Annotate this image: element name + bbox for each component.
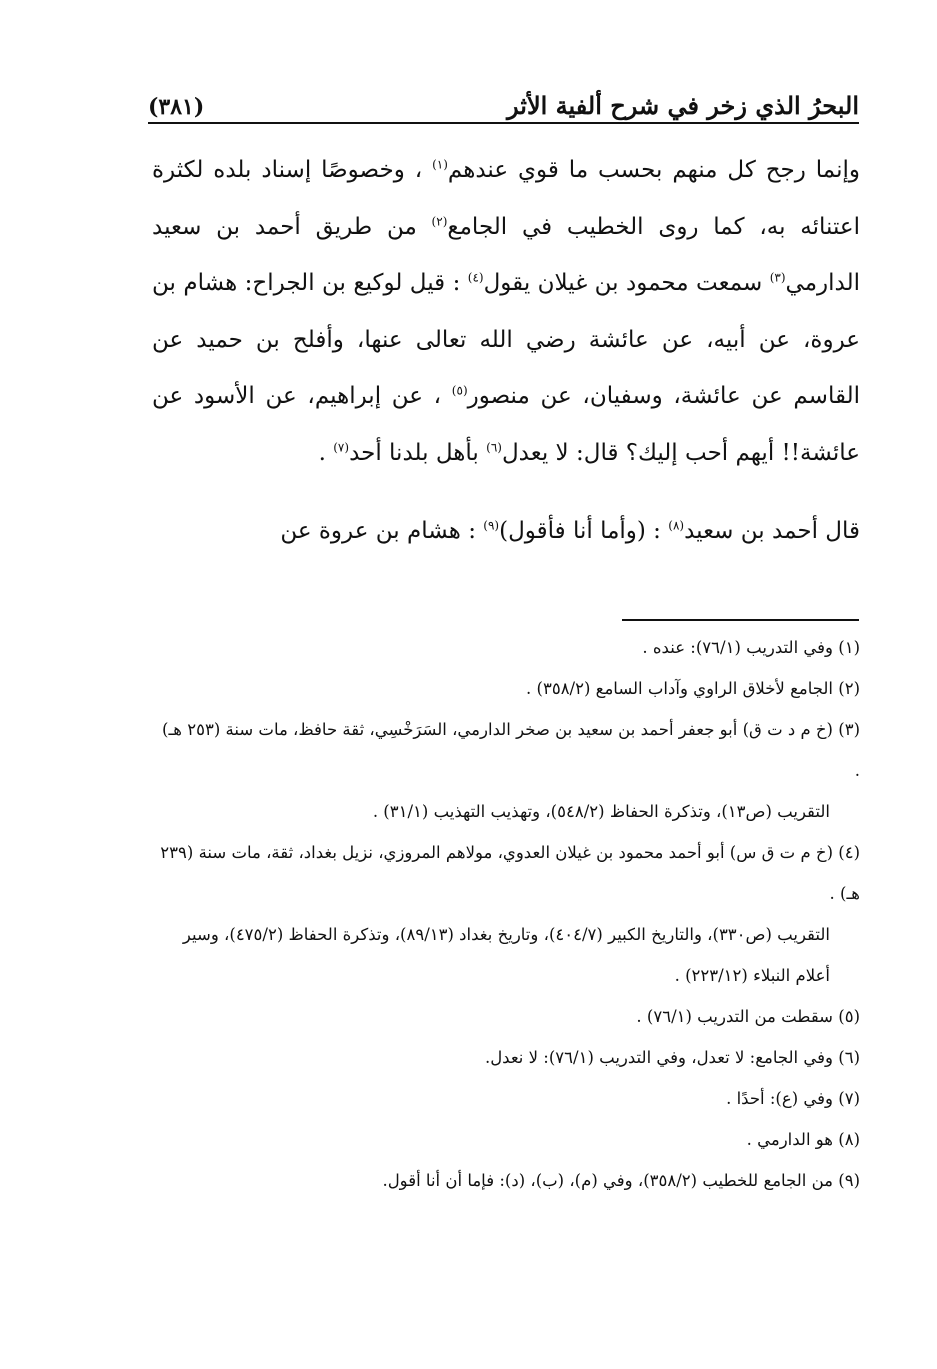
footnote-1: (١) وفي التدريب (٧٦/١): عنده . (642, 638, 860, 657)
footnote-ref[interactable]: (٣) (769, 270, 786, 285)
page-number: (٣٨١) (148, 94, 205, 120)
footnote-6: (٦) وفي الجامع: لا تعدل، وفي التدريب (٧٦/١): لا نعدل. (484, 1048, 860, 1067)
footnote-separator (622, 619, 859, 621)
main-text (152, 142, 860, 560)
footnote-7: (٧) وفي (ع): أحدًا . (726, 1089, 860, 1108)
page-header (148, 86, 859, 120)
footnote-2: (٢) الجامع لأخلاق الراوي وآداب السامع (٣٥٨/٢) . (526, 679, 860, 698)
footnote-ref[interactable]: (٩) (483, 518, 500, 533)
footnote-ref[interactable]: (٧) (333, 439, 350, 454)
footnote-5: (٥) سقطت من التدريب (٧٦/١) . (636, 1007, 860, 1026)
footnote-4-sources: التقريب (ص٣٣٠)، والتاريخ الكبير (٤٠٤/٧)، وتاريخ بغداد (٨٩/١٣)، وتذكرة الحفاظ (٤٧٥/٢)، وسير أعلام النبلاء (٢٢٣/١٢) . (182, 925, 830, 985)
footnotes (152, 627, 860, 1201)
header-rule (148, 122, 859, 124)
running-title: البحرُ الذي زخر في شرح ألفية الأثر (507, 91, 859, 120)
footnote-9: (٩) من الجامع للخطيب (٣٥٨/٢)، وفي (م)، (ب)، (د): فإما أن أنا أقول. (382, 1171, 860, 1190)
footnote-ref[interactable]: (٥) (451, 383, 468, 398)
footnote-4: (٤) (خ م ت ق س) أبو أحمد محمود بن غيلان العدوي، مولاهم المروزي، نزيل بغداد، ثقة، مات سنة (٢٣٩ هـ) . (160, 843, 860, 903)
paragraph-1: وإنما رجح كل منهم بحسب ما قوي عندهم$^{(١)}$ ، وخصوصًا إسناد بلده لكثرة اعتنائه به، كما روى الخطيب في الجامع$^{(٢)}$ من طريق أحمد بن سعيد الدارمي$^{(٣)}$ سمعت محمود بن غيلان يقول$^{(٤)}$ : قيل لوكيع بن الجراح: هشام بن عروة، عن أبيه، عن عائشة رضي الله تعالى عنها، وأفلح بن حميد عن القاسم عن عائشة، وسفيان، عن منصور$^{(٥)}$ ، عن إبراهيم، عن الأسود عن عائشة!! أيهم أحب إليك؟ قال: لا يعدل$^{(٦)}$ بأهل بلدنا أحد$^{(٧)}$ . (152, 157, 860, 466)
paragraph-2: قال أحمد بن سعيد$^{(٨)}$ : (وأما أنا فأقول)$^{(٩)}$ : هشام بن عروة عن (280, 518, 860, 544)
footnote-ref[interactable]: (٤) (467, 270, 484, 285)
footnote-ref[interactable]: (١) (432, 157, 448, 172)
paragraph-gap (152, 481, 860, 503)
footnote-ref[interactable]: (٦) (486, 439, 502, 454)
footnote-ref[interactable]: (٢) (431, 213, 448, 228)
footnote-3-sources: التقريب (ص١٣)، وتذكرة الحفاظ (٥٤٨/٢)، وتهذيب التهذيب (٣١/١) . (372, 802, 830, 821)
footnote-ref[interactable]: (٨) (668, 518, 685, 533)
footnote-8: (٨) هو الدارمي . (746, 1130, 860, 1149)
footnote-3: (٣) (خ م د ت ق) أبو جعفر أحمد بن سعيد بن صخر الدارمي، السَرَخْسِي، ثقة حافظ، مات سنة (٢٥٣ هـ) . (162, 720, 860, 780)
